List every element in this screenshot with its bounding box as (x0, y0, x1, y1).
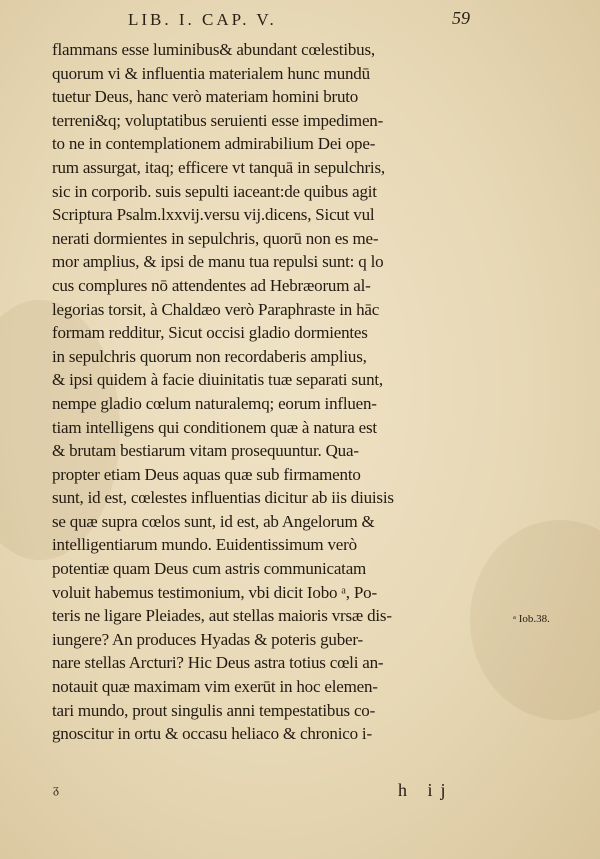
text-line: tari mundo, prout singulis anni tempestatibus co- (52, 700, 376, 720)
body-text (52, 38, 512, 746)
text-line: propter etiam Deus aquas quæ sub firmamento (52, 464, 361, 484)
text-line: to ne in contemplationem admirabilium Dei ope- (52, 134, 376, 154)
text-line: mor amplius, & ipsi de manu tua repulsi sunt: q lo (52, 252, 384, 272)
text-line: Scriptura Psalm.lxxvij.versu vij.dicens, Sicut vul (52, 205, 375, 225)
text-line: & ipsi quidem à facie diuinitatis tuæ separati sunt, (52, 370, 383, 390)
text-line: tiam intelligens qui conditionem quæ à natura est (52, 417, 377, 437)
text-line: in sepulchris quorum non recordaberis amplius, (52, 346, 367, 366)
text-line: & brutam bestiarum vitam prosequuntur. Qua- (52, 441, 359, 461)
text-line: teris ne ligare Pleiades, aut stellas maioris vrsæ dis- (52, 606, 392, 626)
text-line: flammans esse luminibus& abundant cœlestibus, (52, 40, 375, 59)
page-header (0, 6, 600, 40)
text-line: terreni&q; voluptatibus seruienti esse impedimen- (52, 110, 384, 130)
text-line: voluit habemus testimonium, vbi dicit Iobo ᵃ, Po- (52, 582, 377, 602)
text-line: potentiæ quam Deus cum astris communicatam (52, 559, 367, 579)
text-line: legorias torsit, à Chaldæo verò Paraphraste in hāc (52, 299, 380, 319)
text-line: gnoscitur in ortu & occasu heliaco & chronico i- (52, 724, 372, 744)
text-line: tuetur Deus, hanc verò materiam homini bruto (52, 87, 359, 107)
text-line: quorum vi & influentia materialem hunc mundū (52, 63, 370, 83)
signature-mark: h ij (398, 780, 454, 800)
text-line: nempe gladio cœlum naturalemq; eorum influen- (52, 393, 377, 413)
text-line: iungere? An produces Hyadas & poteris guber- (52, 629, 363, 649)
text-line: nerati dormientes in sepulchris, quorū non es me- (52, 228, 379, 248)
text-line: formam redditur, Sicut occisi gladio dormientes (52, 323, 368, 343)
text-line: intelligentiarum mundo. Euidentissimum verò (52, 535, 357, 555)
text-line: nare stellas Arcturi? Hic Deus astra totius cœli an- (52, 653, 384, 673)
catchword-mark: ᵹ (53, 781, 60, 796)
text-line: se quæ supra cœlos sunt, id est, ab Angelorum & (52, 511, 375, 531)
text-line: rum assurgat, itaq; efficere vt tanquā in sepulchris, (52, 157, 385, 177)
text-line: notauit quæ maximam vim exerūt in hoc elemen- (52, 677, 378, 697)
running-head: LIB. I. CAP. V. (128, 10, 277, 29)
text-line: sic in corporib. suis sepulti iaceant:de quibus agit (52, 181, 377, 201)
text-line: sunt, id est, cœlestes influentias dicitur ab iis diuisis (52, 488, 394, 508)
text-line: cus complures nō attendentes ad Hebræorum al- (52, 275, 371, 295)
folio-number: 59 (452, 8, 470, 28)
margin-note: ᵃ Iob.38. (513, 613, 550, 625)
